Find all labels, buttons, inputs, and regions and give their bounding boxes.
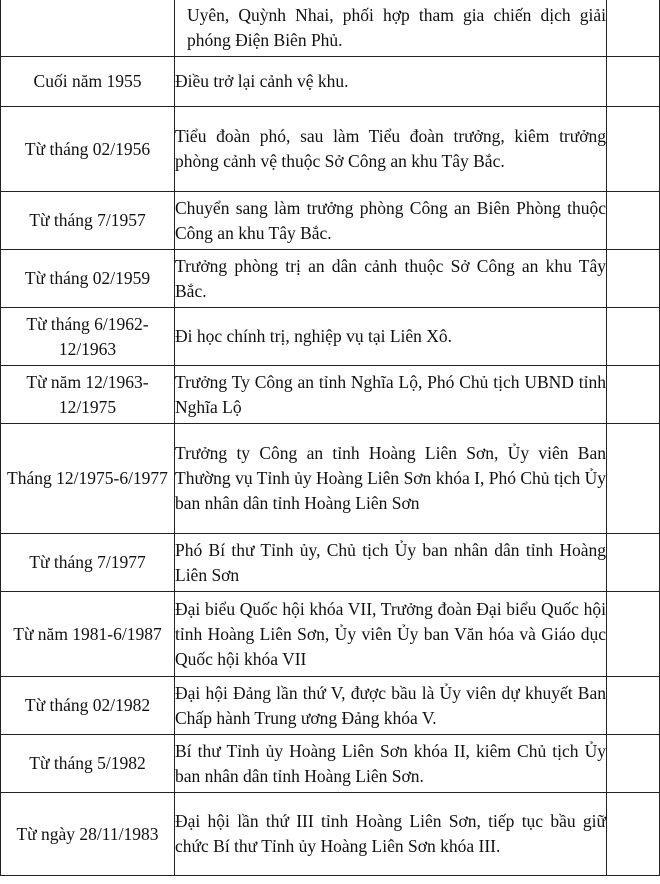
description-cell: Trưởng phòng trị an dân cảnh thuộc Sở Công an khu Tây Bắc. bbox=[175, 250, 607, 308]
table-row bbox=[1, 534, 660, 592]
description-cell: Điều trở lại cảnh vệ khu. bbox=[175, 57, 607, 107]
description-cell: Đi học chính trị, nghiệp vụ tại Liên Xô. bbox=[175, 308, 607, 366]
table-row bbox=[1, 192, 660, 250]
date-cell: Từ tháng 5/1982 bbox=[1, 735, 175, 793]
table-row bbox=[1, 107, 660, 192]
note-cell bbox=[607, 0, 660, 57]
note-cell bbox=[607, 592, 660, 677]
description-cell: Trưởng ty Công an tỉnh Hoàng Liên Sơn, Ủy viên Ban Thường vụ Tỉnh ủy Hoàng Liên Sơn khóa I, Phó Chủ tịch Ủy ban nhân dân tỉnh Hoàng Liên Sơn bbox=[175, 424, 607, 534]
note-cell bbox=[607, 308, 660, 366]
note-cell bbox=[607, 250, 660, 308]
table-row bbox=[1, 592, 660, 677]
date-cell: Từ tháng 6/1962-12/1963 bbox=[1, 308, 175, 366]
date-cell: Tháng 12/1975-6/1977 bbox=[1, 424, 175, 534]
description-cell: Chuyển sang làm trưởng phòng Công an Biên Phòng thuộc Công an khu Tây Bắc. bbox=[175, 192, 607, 250]
description-cell: Bí thư Tỉnh ủy Hoàng Liên Sơn khóa II, kiêm Chủ tịch Ủy ban nhân dân tỉnh Hoàng Liên Sơn. bbox=[175, 735, 607, 793]
description-cell: Trưởng Ty Công an tỉnh Nghĩa Lộ, Phó Chủ tịch UBND tỉnh Nghĩa Lộ bbox=[175, 366, 607, 424]
note-cell bbox=[607, 534, 660, 592]
note-cell bbox=[607, 677, 660, 735]
date-cell: Từ năm 12/1963-12/1975 bbox=[1, 366, 175, 424]
description-cell: Đại hội lần thứ III tỉnh Hoàng Liên Sơn, tiếp tục bầu giữ chức Bí thư Tỉnh ủy Hoàng Liên Sơn khóa III. bbox=[175, 793, 607, 876]
table-row bbox=[1, 308, 660, 366]
table-row bbox=[1, 793, 660, 876]
table-row bbox=[1, 735, 660, 793]
date-cell: Từ năm 1981-6/1987 bbox=[1, 592, 175, 677]
description-cell: Uyên, Quỳnh Nhai, phối hợp tham gia chiến dịch giải phóng Điện Biên Phủ. bbox=[175, 0, 607, 57]
date-cell bbox=[1, 0, 175, 57]
date-cell: Từ tháng 02/1959 bbox=[1, 250, 175, 308]
description-cell: Phó Bí thư Tỉnh ủy, Chủ tịch Ủy ban nhân dân tỉnh Hoàng Liên Sơn bbox=[175, 534, 607, 592]
table-row bbox=[1, 677, 660, 735]
table-row bbox=[1, 366, 660, 424]
date-cell: Từ tháng 7/1957 bbox=[1, 192, 175, 250]
date-cell: Từ tháng 02/1956 bbox=[1, 107, 175, 192]
description-cell: Đại hội Đảng lần thứ V, được bầu là Ủy viên dự khuyết Ban Chấp hành Trung ương Đảng khóa V. bbox=[175, 677, 607, 735]
note-cell bbox=[607, 57, 660, 107]
date-cell: Cuối năm 1955 bbox=[1, 57, 175, 107]
note-cell bbox=[607, 192, 660, 250]
date-cell: Từ tháng 02/1982 bbox=[1, 677, 175, 735]
date-cell: Từ tháng 7/1977 bbox=[1, 534, 175, 592]
table-row bbox=[1, 0, 660, 57]
note-cell bbox=[607, 793, 660, 876]
table-row bbox=[1, 57, 660, 107]
description-cell: Tiểu đoàn phó, sau làm Tiểu đoàn trưởng, kiêm trưởng phòng cảnh vệ thuộc Sở Công an khu Tây Bắc. bbox=[175, 107, 607, 192]
description-cell: Đại biểu Quốc hội khóa VII, Trưởng đoàn Đại biểu Quốc hội tỉnh Hoàng Liên Sơn, Ủy viên Ủy ban Văn hóa và Giáo dục Quốc hội khóa VII bbox=[175, 592, 607, 677]
table-row bbox=[1, 250, 660, 308]
note-cell bbox=[607, 107, 660, 192]
table-row bbox=[1, 424, 660, 534]
note-cell bbox=[607, 366, 660, 424]
note-cell bbox=[607, 424, 660, 534]
note-cell bbox=[607, 735, 660, 793]
date-cell: Từ ngày 28/11/1983 bbox=[1, 793, 175, 876]
